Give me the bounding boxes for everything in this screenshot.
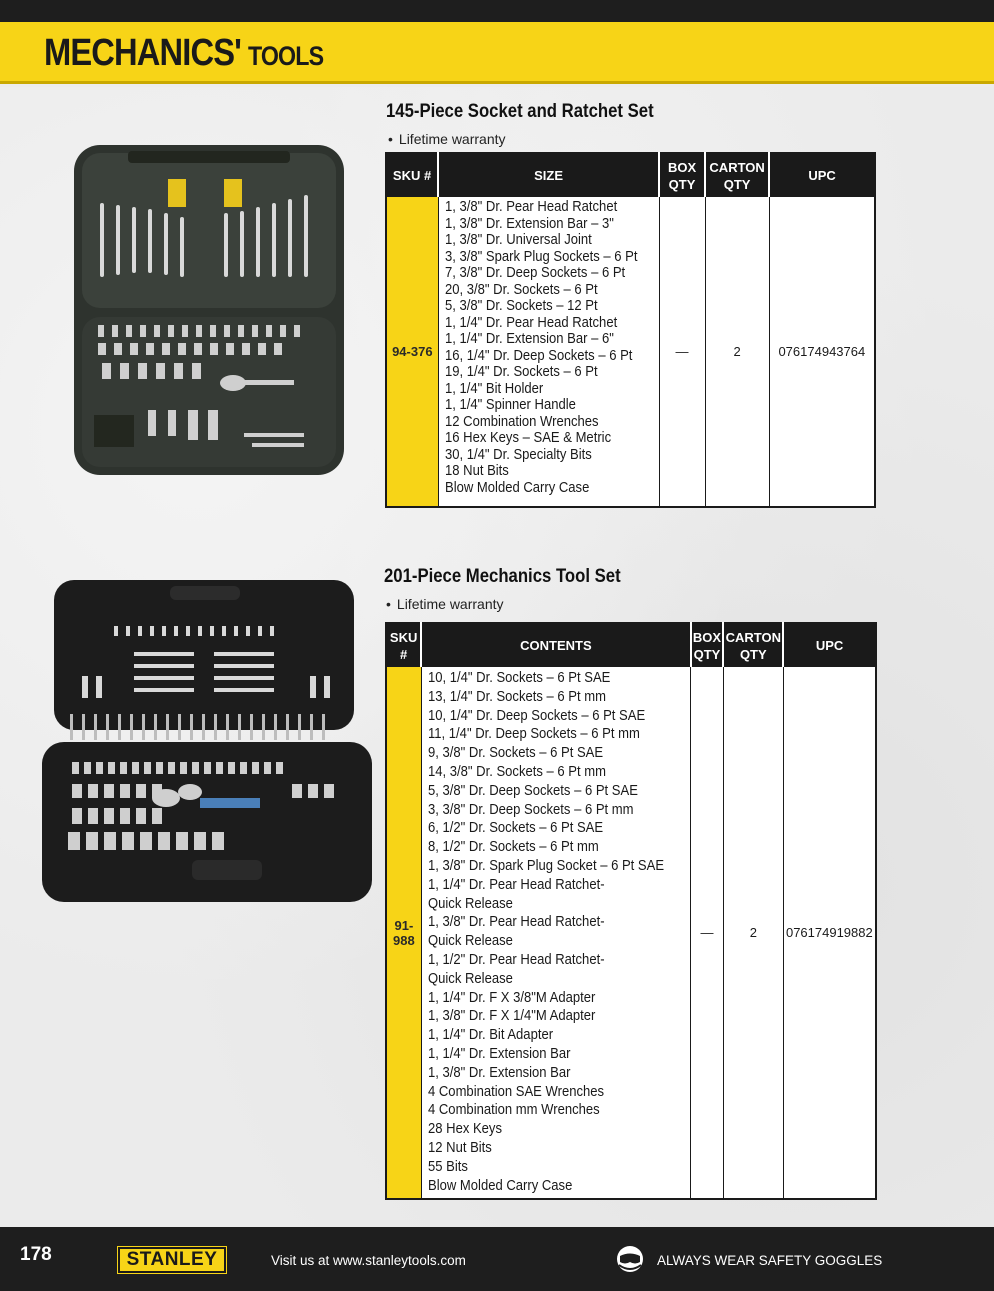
- socket-set-case-image: [68, 145, 350, 475]
- content-item: 12 Combination Wrenches: [444, 413, 599, 430]
- safety-notice: ALWAYS WEAR SAFETY GOGGLES: [657, 1253, 883, 1268]
- top-bar: [0, 0, 994, 22]
- upc-cell: 076174919882: [783, 667, 876, 1199]
- content-item: 1, 1/4" Dr. Extension Bar – 6": [444, 331, 614, 347]
- items-cell: [421, 667, 690, 1199]
- page-number: 178: [20, 1244, 52, 1265]
- content-item: 3, 3/8" Dr. Deep Sockets – 6 Pt mm: [427, 801, 634, 818]
- content-item: 1, 3/8" Dr. Spark Plug Socket – 6 Pt SAE: [427, 857, 664, 874]
- content-item: Quick Release: [427, 970, 513, 987]
- content-item: 1, 3/8" Dr. Pear Head Ratchet: [444, 199, 617, 215]
- upc-cell: 076174943764: [769, 197, 875, 507]
- table-header-row: [386, 153, 875, 197]
- content-item: 18 Nut Bits: [444, 463, 509, 479]
- content-item: Blow Molded Carry Case: [427, 1177, 573, 1194]
- col-upc: UPC: [783, 623, 876, 667]
- content-item: 3, 3/8" Spark Plug Sockets – 6 Pt: [444, 248, 638, 265]
- product2-bullet: • Lifetime warranty: [386, 596, 504, 612]
- table-row: [386, 667, 876, 1199]
- content-item: 5, 3/8" Dr. Sockets – 12 Pt: [444, 298, 598, 314]
- content-item: 4 Combination mm Wrenches: [427, 1102, 600, 1119]
- content-item: Quick Release: [427, 895, 513, 912]
- header-band: [0, 22, 994, 84]
- items-cell: [438, 197, 659, 507]
- col-contents: CONTENTS: [421, 623, 690, 667]
- box-qty-cell: —: [659, 197, 705, 507]
- product2-spec-table: [385, 622, 877, 1200]
- goggles-icon: [615, 1243, 645, 1275]
- product1-title: 145-Piece Socket and Ratchet Set: [386, 101, 654, 122]
- content-item: 30, 1/4" Dr. Specialty Bits: [444, 446, 592, 463]
- content-item: 1, 1/4" Spinner Handle: [444, 397, 576, 413]
- col-upc: UPC: [769, 153, 875, 197]
- carton-qty-cell: 2: [705, 197, 769, 507]
- content-item: 14, 3/8" Dr. Sockets – 6 Pt mm: [427, 763, 606, 780]
- product2-title: 201-Piece Mechanics Tool Set: [384, 566, 621, 587]
- title-main: MECHANICS': [44, 32, 242, 74]
- table-header-row: [386, 623, 876, 667]
- box-qty-cell: —: [691, 667, 724, 1199]
- col-box-qty: BOX QTY: [659, 153, 705, 197]
- sku-cell: 94-376: [386, 197, 438, 507]
- content-item: 7, 3/8" Dr. Deep Sockets – 6 Pt: [444, 265, 625, 281]
- content-item: 4 Combination SAE Wrenches: [427, 1083, 604, 1100]
- content-item: 1, 3/8" Dr. Extension Bar – 3": [444, 215, 614, 232]
- stanley-logo: [118, 1247, 226, 1273]
- content-item: 1, 3/8" Dr. Extension Bar: [427, 1064, 571, 1081]
- content-item: 1, 1/2" Dr. Pear Head Ratchet-: [427, 951, 605, 968]
- col-carton-qty: CARTON QTY: [705, 153, 769, 197]
- content-item: 10, 1/4" Dr. Sockets – 6 Pt SAE: [427, 670, 611, 686]
- page-title: [44, 32, 323, 75]
- content-item: 19, 1/4" Dr. Sockets – 6 Pt: [444, 364, 598, 380]
- brand-text: STANLEY: [126, 1249, 218, 1270]
- content-item: 9, 3/8" Dr. Sockets – 6 Pt SAE: [427, 745, 603, 762]
- content-item: 1, 3/8" Dr. F X 1/4"M Adapter: [427, 1008, 596, 1025]
- col-box-qty: BOX QTY: [691, 623, 724, 667]
- content-item: Quick Release: [427, 933, 513, 950]
- content-item: 1, 1/4" Dr. F X 3/8"M Adapter: [427, 989, 596, 1006]
- content-item: 1, 1/4" Dr. Pear Head Ratchet: [444, 314, 617, 331]
- carton-qty-cell: 2: [723, 667, 783, 1199]
- content-item: 1, 1/4" Dr. Bit Adapter: [427, 1027, 553, 1044]
- title-sub: TOOLS: [247, 41, 324, 71]
- content-item: 1, 3/8" Dr. Universal Joint: [444, 232, 592, 248]
- table-row: [386, 197, 875, 507]
- col-sku: SKU #: [386, 623, 421, 667]
- product1-bullet: • Lifetime warranty: [388, 131, 506, 147]
- col-sku: SKU #: [386, 153, 438, 197]
- content-item: 1, 1/4" Dr. Pear Head Ratchet-: [427, 876, 605, 893]
- website-link[interactable]: Visit us at www.stanleytools.com: [271, 1253, 466, 1268]
- content-item: 1, 3/8" Dr. Pear Head Ratchet-: [427, 914, 605, 931]
- sku-cell: 91-988: [386, 667, 421, 1199]
- content-item: 16, 1/4" Dr. Deep Sockets – 6 Pt: [444, 347, 633, 364]
- content-item: 13, 1/4" Dr. Sockets – 6 Pt mm: [427, 688, 606, 705]
- content-item: 1, 1/4" Dr. Extension Bar: [427, 1045, 571, 1062]
- content-item: 11, 1/4" Dr. Deep Sockets – 6 Pt mm: [427, 726, 640, 743]
- content-item: 16 Hex Keys – SAE & Metric: [444, 430, 611, 446]
- content-item: 28 Hex Keys: [427, 1121, 502, 1138]
- content-item: 12 Nut Bits: [427, 1139, 492, 1156]
- content-item: 5, 3/8" Dr. Deep Sockets – 6 Pt SAE: [427, 782, 638, 799]
- content-item: 1, 1/4" Bit Holder: [444, 380, 543, 397]
- content-item: 8, 1/2" Dr. Sockets – 6 Pt mm: [427, 839, 599, 856]
- content-item: Blow Molded Carry Case: [444, 479, 589, 496]
- footer: [0, 1227, 994, 1291]
- col-carton-qty: CARTON QTY: [723, 623, 783, 667]
- product1-spec-table: [385, 152, 876, 508]
- col-size: SIZE: [438, 153, 659, 197]
- content-item: 10, 1/4" Dr. Deep Sockets – 6 Pt SAE: [427, 707, 645, 724]
- mechanics-tool-set-case-image: [42, 580, 372, 902]
- content-item: 20, 3/8" Dr. Sockets – 6 Pt: [444, 281, 598, 298]
- content-item: 55 Bits: [427, 1158, 468, 1175]
- content-item: 6, 1/2" Dr. Sockets – 6 Pt SAE: [427, 820, 603, 837]
